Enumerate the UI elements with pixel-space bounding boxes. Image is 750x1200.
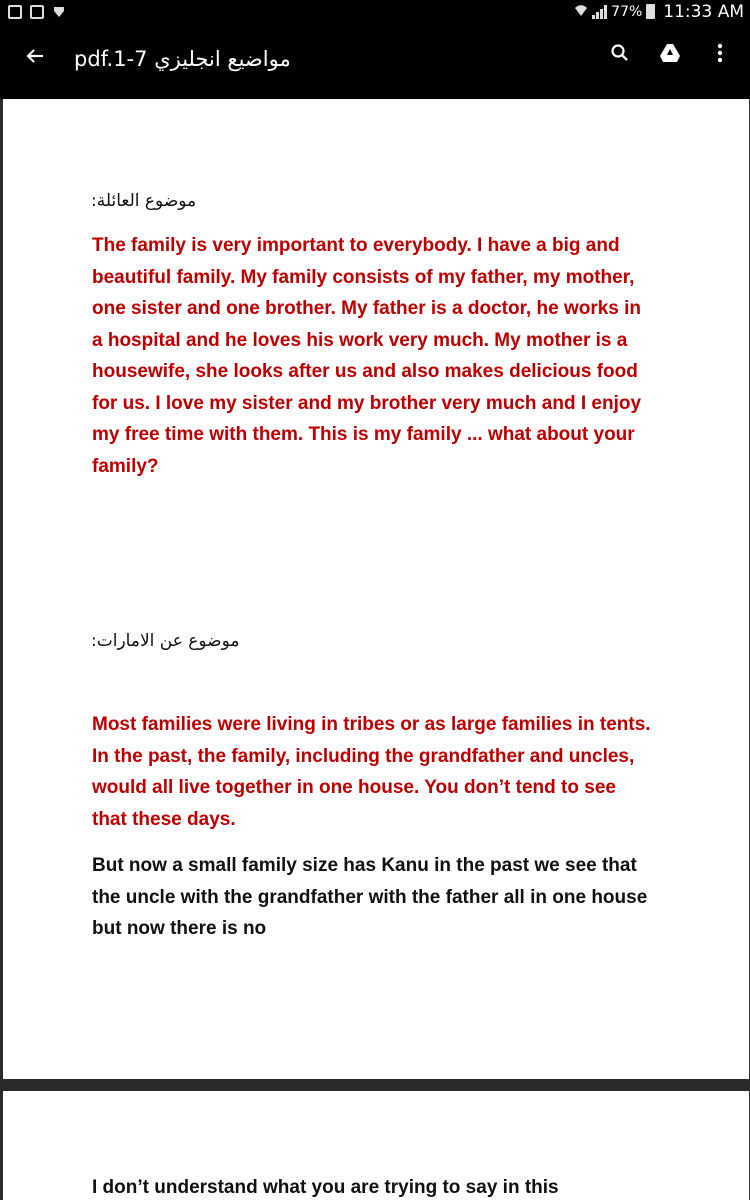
document-viewer[interactable]: [0, 99, 750, 1200]
app-bar-actions: [608, 41, 732, 65]
emirates-paragraph: Most families were living in tribes or as large families in tents. In the past, the family, including the grandfather and uncles, would all live together in one house. You don’t tend to see that these days.: [92, 714, 651, 830]
clock: 11:33 AM: [663, 1, 744, 22]
battery-icon: [646, 4, 655, 19]
status-bar: [0, 0, 750, 23]
wifi-icon: [574, 3, 588, 21]
family-paragraph: The family is very important to everybody. I have a big and beautiful family. My family consists of my father, my mother, one sister and one brother. My father is a doctor, he works in a hospital and he loves his work very much. My mother is a housewife, she looks after us and also makes delicious food for us. I love my sister and my brother very much and I enjoy my free time with them. This is my family ... what about your family?: [92, 235, 642, 477]
drive-button[interactable]: [658, 41, 682, 65]
search-icon: [610, 43, 630, 63]
download-icon: [52, 5, 66, 19]
user-paragraph: But now a small family size has Kanu in the past we see that the uncle with the grandfather with the father all in one house but now there is no: [92, 855, 648, 939]
status-indicators: [574, 2, 744, 22]
pdf-page: [3, 1091, 749, 1200]
back-arrow-icon: [25, 46, 45, 66]
drive-icon: [659, 43, 681, 63]
more-vert-icon: [717, 43, 723, 63]
arabic-heading-family: موضوع العائلة:: [91, 191, 197, 211]
app-bar: [0, 23, 750, 99]
sim-icon: [8, 5, 22, 19]
more-options-button[interactable]: [708, 41, 732, 65]
gallery-icon: [30, 5, 44, 19]
battery-percent: 77%: [611, 3, 643, 20]
status-notification-icons: [8, 5, 66, 19]
pdf-page: [3, 99, 749, 1079]
back-button[interactable]: [20, 41, 50, 71]
search-button[interactable]: [608, 41, 632, 65]
document-title: pdf.1-7 مواضيع انجليزي: [74, 47, 291, 71]
arabic-heading-emirates: موضوع عن الامارات:: [91, 631, 240, 651]
comment-paragraph: I don’t understand what you are trying to say in this: [92, 1177, 559, 1198]
signal-icon: [592, 5, 607, 19]
